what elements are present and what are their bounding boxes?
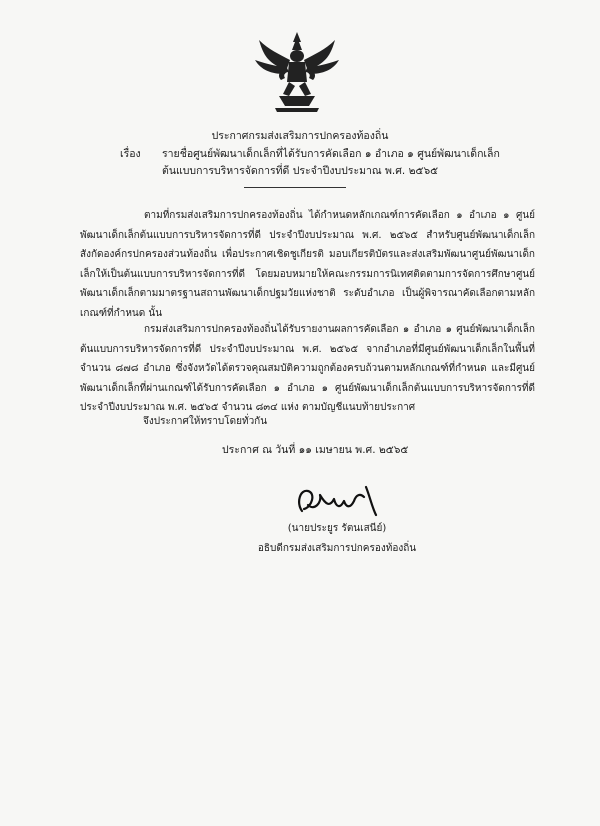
signatory-position: อธิบดีกรมส่งเสริมการปกครองท้องถิ่น — [257, 543, 417, 554]
body-paragraph-3: จึงประกาศให้ทราบโดยทั่วกัน — [143, 416, 268, 427]
announcement-title: ประกาศกรมส่งเสริมการปกครองท้องถิ่น — [211, 130, 389, 142]
body-paragraph-1: ตามที่กรมส่งเสริมการปกครองท้องถิ่น ได้กำหนดหลักเกณฑ์การคัดเลือก ๑ อำเภอ ๑ ศูนย์พัฒนาเด็กเล็กต้นแบบการบริหารจัดการที่ดี ประจำปีงบประมาณ พ.ศ. ๒๕๖๕ สำหรับศูนย์พัฒนาเด็กเล็กสังกัดองค์กรปกครองส่วนท้องถิ่น เพื่อประกาศเชิดชูเกียรติ มอบเกียรติบัตรและส่งเสริมพัฒนาศูนย์พัฒนาเด็กเล็กให้เป็นต้นแบบการบริหารจัดการที่ดี โดยมอบหมายให้คณะกรรมการนิเทศติดตามการจัดการศึกษาศูนย์พัฒนาเด็กเล็กตามมาตรฐานสถานพัฒนาเด็กปฐมวัยแห่งชาติ ระดับอำเภอ เป็นผู้พิจารณาคัดเลือกตามหลักเกณฑ์ที่กำหนด นั้น — [80, 210, 535, 319]
heading-divider — [244, 187, 346, 188]
garuda-emblem-icon — [249, 30, 345, 114]
handwritten-signature — [292, 481, 382, 521]
subject-label: เรื่อง — [120, 148, 141, 160]
signatory-name: (นายประยูร รัตนเสนีย์) — [287, 523, 387, 534]
dateline: ประกาศ ณ วันที่ ๑๑ เมษายน พ.ศ. ๒๕๖๕ — [222, 444, 409, 456]
subject-line-2: ต้นแบบการบริหารจัดการที่ดี ประจำปีงบประมาณ พ.ศ. ๒๕๖๕ — [162, 165, 439, 177]
body-paragraph-2: กรมส่งเสริมการปกครองท้องถิ่นได้รับรายงานผลการคัดเลือก ๑ อำเภอ ๑ ศูนย์พัฒนาเด็กเล็กต้นแบบการบริหารจัดการที่ดี ประจำปีงบประมาณ พ.ศ. ๒๕๖๕ จากอำเภอที่มีศูนย์พัฒนาเด็กเล็กในพื้นที่ จำนวน ๘๗๘ อำเภอ ซึ่งจังหวัดได้ตรวจคุณสมบัติความถูกต้องครบถ้วนตามหลักเกณฑ์ที่กำหนด และมีศูนย์พัฒนาเด็กเล็กที่ผ่านเกณฑ์ได้รับการคัดเลือก ๑ อำเภอ ๑ ศูนย์พัฒนาเด็กเล็กต้นแบบการบริหารจัดการที่ดี ประจำปีงบประมาณ พ.ศ. ๒๕๖๕ จำนวน ๘๓๔ แห่ง ตามบัญชีแนบท้ายประกาศ — [80, 324, 535, 413]
subject-line-1: รายชื่อศูนย์พัฒนาเด็กเล็กที่ได้รับการคัดเลือก ๑ อำเภอ ๑ ศูนย์พัฒนาเด็กเล็ก — [162, 148, 500, 160]
